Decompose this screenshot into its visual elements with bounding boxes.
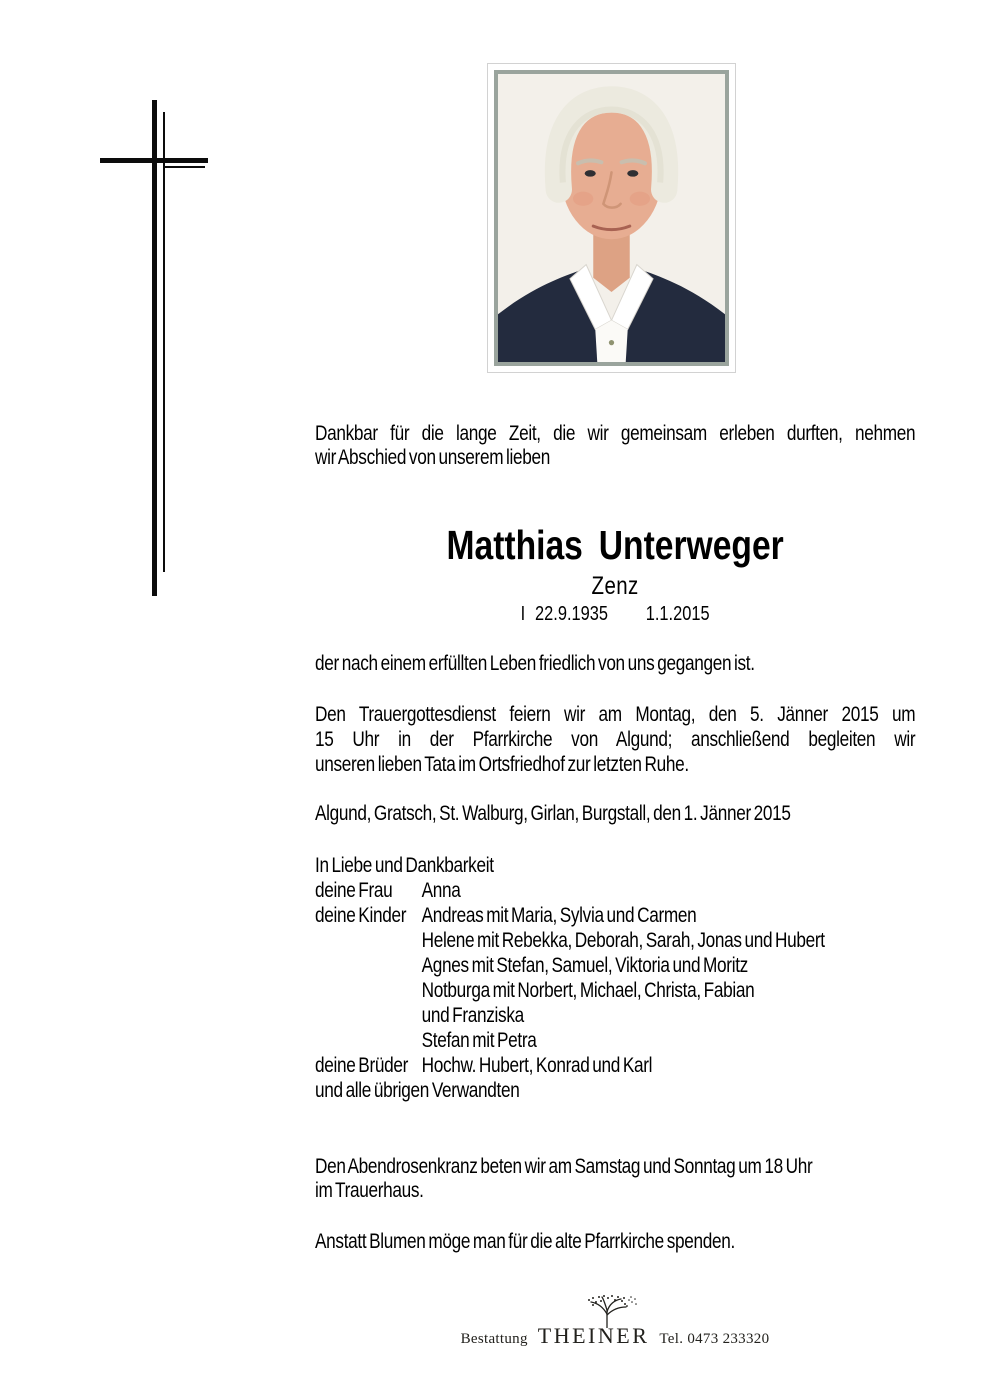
family-row: [315, 1053, 915, 1078]
intro-line: Dankbar für die lange Zeit, die wir gemeinsam erleben durften, nehmen: [315, 422, 916, 445]
deceased-nickname: Zenz: [591, 572, 639, 600]
family-list: [315, 878, 915, 1078]
service-line: 15 Uhr in der Pfarrkirche von Algund; anschließend begleiten wir: [315, 728, 916, 751]
family-row-value: Notburga mit Norbert, Michael, Christa, Fabian: [421, 979, 755, 1002]
latin-cross-icon: [0, 0, 260, 640]
funeral-service-paragraph: [315, 702, 915, 777]
death-date: 1.1.2015: [645, 603, 710, 625]
donation-line: Anstatt Blumen möge man für die alte Pfarrkirche spenden.: [315, 1230, 735, 1253]
intro-paragraph: [315, 422, 915, 470]
footer-brand-name: THEINER: [537, 1323, 650, 1348]
footer-phone: Tel. 0473 233320: [659, 1331, 770, 1347]
family-row: [315, 1028, 915, 1053]
family-final-line: und alle übrigen Verwandten: [315, 1079, 520, 1102]
rosary-line: Den Abendrosenkranz beten wir am Samstag und Sonntag um 18 Uhr: [315, 1155, 813, 1178]
family-closing-line: In Liebe und Dankbarkeit: [315, 854, 494, 877]
service-line: Den Trauergottesdienst feiern wir am Montag, den 5. Jänner 2015 um: [315, 703, 916, 726]
family-row: [315, 878, 915, 903]
birth-symbol: I: [520, 603, 526, 625]
family-row-value: Helene mit Rebekka, Deborah, Sarah, Jonas und Hubert: [421, 929, 825, 952]
rosary-line: im Trauerhaus.: [315, 1179, 424, 1202]
service-line: unseren lieben Tata im Ortsfriedhof zur letzten Ruhe.: [315, 753, 689, 776]
family-row-value: Stefan mit Petra: [421, 1029, 537, 1052]
cross-horizontal-thin-bar: [163, 166, 205, 168]
cross-vertical-thick-bar: [152, 100, 157, 596]
family-row: [315, 953, 915, 978]
rosary-paragraph: [315, 1155, 915, 1203]
footer-text-line: [315, 1323, 915, 1349]
family-row-value: Andreas mit Maria, Sylvia und Carmen: [421, 904, 697, 927]
cross-vertical-thin-bar: [163, 112, 165, 572]
family-row-label: deine Kinder: [315, 904, 407, 927]
deceased-name: Matthias Unterweger: [446, 522, 784, 568]
family-row: [315, 978, 915, 1003]
intro-line: wir Abschied von unserem lieben: [315, 446, 551, 469]
family-row: [315, 1003, 915, 1028]
passed-away-line: der nach einem erfüllten Leben friedlich von uns gegangen ist.: [315, 652, 755, 675]
cross-horizontal-thick-bar: [100, 158, 208, 163]
life-dates: [315, 602, 915, 626]
family-row: [315, 928, 915, 953]
obituary-text-column: [315, 0, 915, 1390]
family-row-value: Agnes mit Stefan, Samuel, Viktoria und Moritz: [421, 954, 748, 977]
places-and-date-line: Algund, Gratsch, St. Walburg, Girlan, Burgstall, den 1. Jänner 2015: [315, 802, 791, 825]
birth-date: 22.9.1935: [535, 603, 609, 625]
family-row-label: deine Frau: [315, 879, 393, 902]
family-row: [315, 903, 915, 928]
family-row-value: Hochw. Hubert, Konrad und Karl: [421, 1054, 653, 1077]
family-row-label: deine Brüder: [315, 1054, 409, 1077]
funeral-home-footer: [315, 1294, 915, 1356]
family-row-value: Anna: [421, 879, 461, 902]
family-row-value: und Franziska: [421, 1004, 524, 1027]
footer-prefix: Bestattung: [460, 1331, 528, 1347]
